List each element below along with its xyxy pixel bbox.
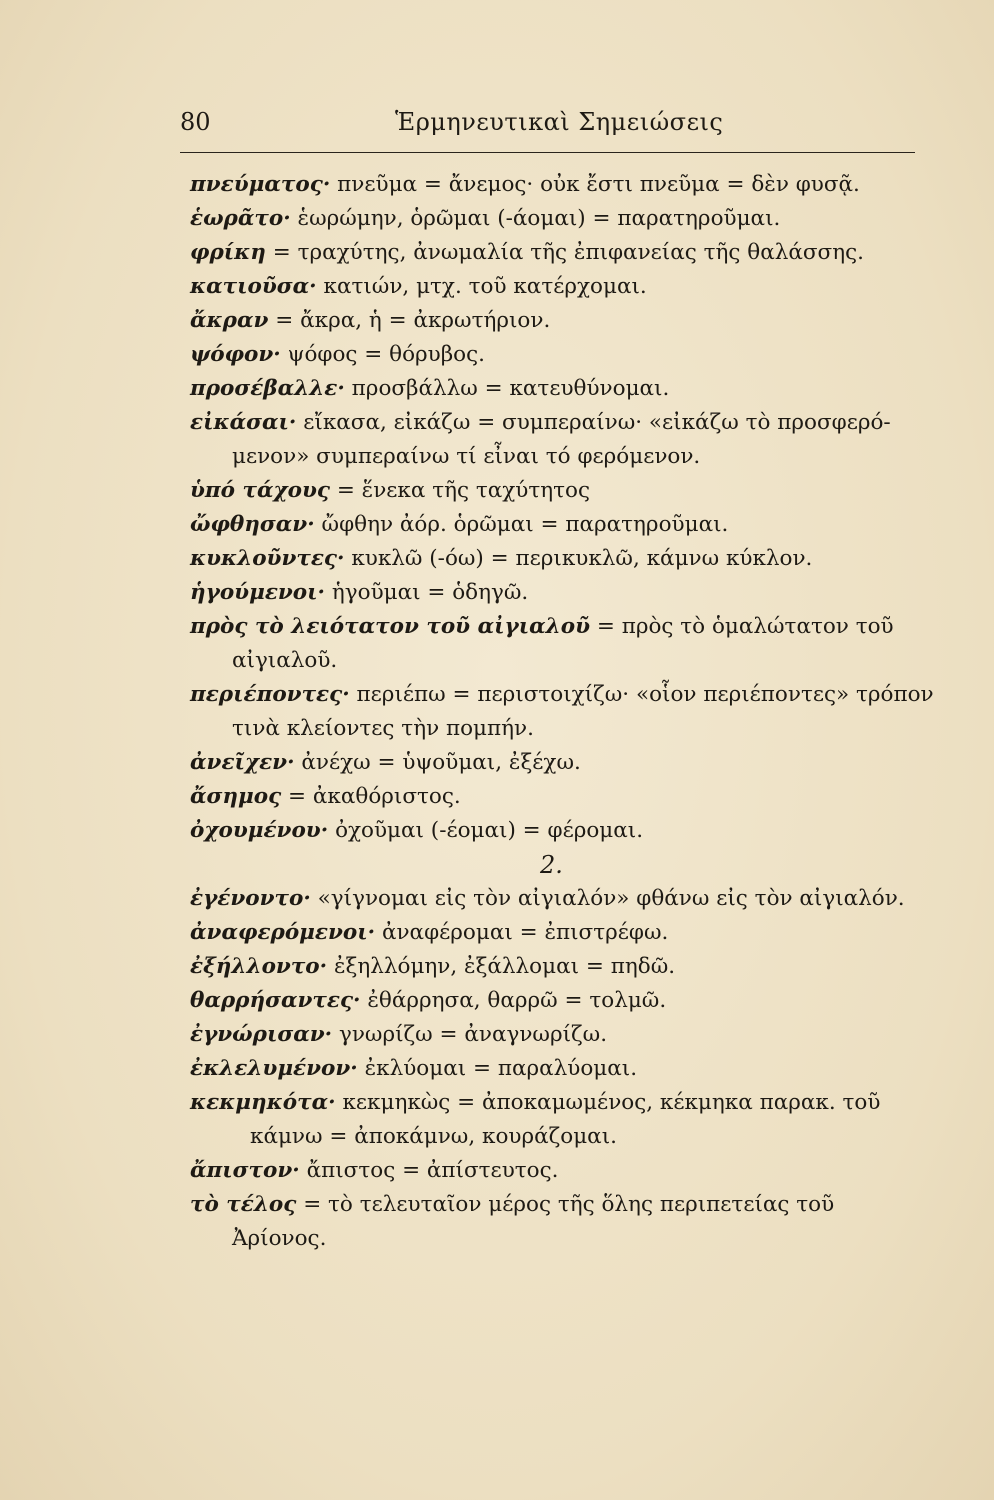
glossary-entry [190,950,920,984]
section-number: 2. [540,851,563,879]
glossary-entry [190,746,920,780]
glossary-definition: ἑωρώμην, ὁρῶμαι (-άομαι) = παρατηροῦμαι. [297,206,781,231]
glossary-term: ἄκραν [190,308,269,333]
glossary-definition: εἴκασα, εἰκάζω = συμπεραίνω· «εἰκάζω τὸ προσφερό- [303,410,891,435]
glossary-definition: = τὸ τελευταῖον μέρος τῆς ὅλης περιπετείας τοῦ [303,1192,835,1217]
glossary-term: φρίκη [190,240,266,265]
glossary-term: κατιοῦσα· [190,274,317,299]
glossary-entry [190,984,920,1018]
glossary-entry [190,916,920,950]
glossary-entry [190,1086,920,1120]
running-title: Ἑρμηνευτικαὶ Σημειώσεις [395,108,724,136]
glossary-entry [190,542,920,576]
glossary-entry [190,270,920,304]
glossary-term: ἀνεῖχεν· [190,750,295,775]
glossary-entry [190,882,920,916]
glossary-term: πνεύματος· [190,172,331,197]
glossary-term: εἰκάσαι· [190,410,297,435]
glossary-term: περιέποντες· [190,682,350,707]
glossary-term: ὀχουμένου· [190,818,329,843]
glossary-term: ψόφον· [190,342,281,367]
glossary-term: ἑωρᾶτο· [190,206,291,231]
glossary-term: πρὸς τὸ λειότατον τοῦ αἰγιαλοῦ [190,614,590,639]
glossary-entry [190,304,920,338]
glossary-definition: περιέπω = περιστοιχίζω· «οἷον περιέποντες» τρόπον [356,682,934,707]
glossary-term: ὑπό τάχους [190,478,330,503]
glossary-definition: ἐξηλλόμην, ἐξάλλομαι = πηδῶ. [333,954,676,979]
glossary-entry [190,1018,920,1052]
glossary-entry [190,338,920,372]
glossary-definition: ἐθάρρησα, θαρρῶ = τολμῶ. [367,988,667,1013]
glossary-continuation: τινὰ κλείοντες τὴν πομπήν. [232,716,534,741]
glossary-definition: = ἄκρα, ἡ = ἀκρωτήριον. [275,308,551,333]
glossary-entry [190,372,920,406]
glossary-term: θαρρήσαντες· [190,988,361,1013]
glossary-term: ἐγνώρισαν· [190,1022,333,1047]
glossary-definition: κυκλῶ (-όω) = περικυκλῶ, κάμνω κύκλον. [351,546,813,571]
glossary-term: ἐξήλλοντο· [190,954,328,979]
glossary-term: κεκμηκότα· [190,1090,336,1115]
glossary-term: ἄσημος [190,784,282,809]
glossary-entry [190,678,934,712]
glossary-entry [190,202,920,236]
glossary-entry [190,508,920,542]
glossary-term: ἡγούμενοι· [190,580,326,605]
glossary-term: κυκλοῦντες· [190,546,345,571]
glossary-term: ἐκλελυμένον· [190,1056,358,1081]
glossary-term: ἐγένοντο· [190,886,311,911]
glossary-entry [190,406,920,440]
glossary-continuation: Ἀρίονος. [232,1226,327,1251]
glossary-term: προσέβαλλε· [190,376,345,401]
glossary-definition: = ἀκαθόριστος. [288,784,461,809]
glossary-term: ἀναφερόμενοι· [190,920,376,945]
glossary-term: ἄπιστον· [190,1158,300,1183]
glossary-definition: ψόφος = θόρυβος. [287,342,485,367]
page-number: 80 [180,108,211,136]
glossary-entry [190,1154,920,1188]
glossary-definition: ὤφθην ἀόρ. ὁρῶμαι = παρατηροῦμαι. [321,512,729,537]
glossary-term: ὤφθησαν· [190,512,315,537]
header-rule [180,152,915,153]
glossary-entry [190,1188,920,1222]
glossary-continuation: μενον» συμπεραίνω τί εἶναι τό φερόμενον. [232,444,701,469]
glossary-definition: πνεῦμα = ἄνεμος· οὐκ ἔστι πνεῦμα = δὲν φυσᾷ. [337,172,860,197]
glossary-definition: ἀνέχω = ὑψοῦμαι, ἐξέχω. [301,750,581,775]
glossary-entry [190,168,920,202]
glossary-list [190,168,934,1256]
glossary-definition: ἐκλύομαι = παραλύομαι. [364,1056,638,1081]
glossary-definition: κατιών, μτχ. τοῦ κατέρχομαι. [323,274,647,299]
glossary-definition: ἄπιστος = ἀπίστευτος. [306,1158,559,1183]
glossary-definition: = πρὸς τὸ ὁμαλώτατον τοῦ [596,614,894,639]
glossary-definition: ἡγοῦμαι = ὁδηγῶ. [331,580,529,605]
page-header [180,108,910,144]
glossary-definition: ἀναφέρομαι = ἐπιστρέφω. [381,920,669,945]
glossary-definition: προσβάλλω = κατευθύνομαι. [351,376,670,401]
glossary-term: τὸ τέλος [190,1192,297,1217]
glossary-entry [190,610,920,644]
glossary-continuation: κάμνω = ἀποκάμνω, κουράζομαι. [250,1124,617,1149]
glossary-definition: γνωρίζω = ἀναγνωρίζω. [339,1022,608,1047]
glossary-definition: = ἕνεκα τῆς ταχύτητος [336,478,591,503]
glossary-entry [190,236,920,270]
glossary-entry [190,474,920,508]
glossary-entry [190,1052,920,1086]
glossary-entry [190,780,920,814]
glossary-definition: ὀχοῦμαι (-έομαι) = φέρομαι. [335,818,644,843]
glossary-definition: «γίγνομαι εἰς τὸν αἰγιαλόν» φθάνω εἰς τὸν αἰγιαλόν. [317,886,905,911]
glossary-continuation: αἰγιαλοῦ. [232,648,338,673]
glossary-definition: κεκμηκὼς = ἀποκαμωμένος, κέκμηκα παρακ. τοῦ [342,1090,881,1115]
glossary-definition: = τραχύτης, ἀνωμαλία τῆς ἐπιφανείας τῆς θαλάσσης. [272,240,864,265]
glossary-entry [190,576,920,610]
glossary-entry [190,814,920,848]
